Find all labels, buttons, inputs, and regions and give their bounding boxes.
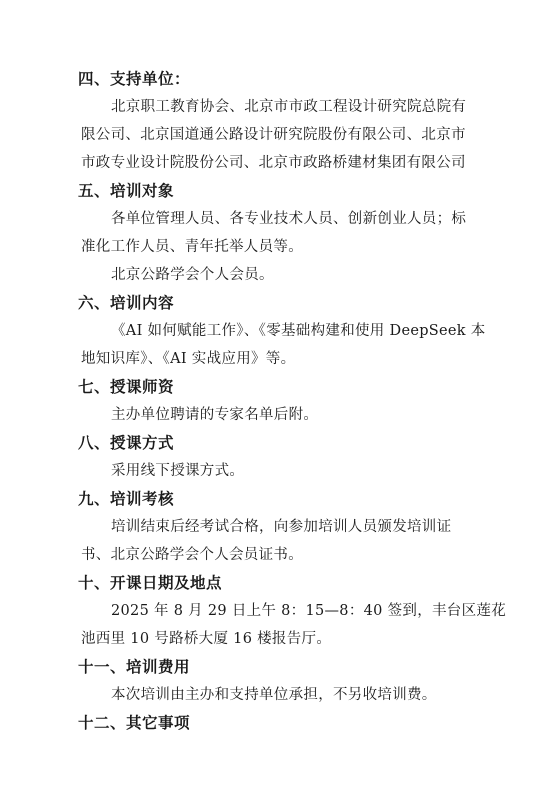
body-line: 《AI 如何赋能工作》、《零基础构建和使用 DeepSeek 本: [111, 323, 486, 339]
body-line: 北京职工教育协会、北京市市政工程设计研究院总院有: [111, 99, 467, 115]
body-line: 北京公路学会个人会员。: [111, 267, 274, 283]
section-heading-support-units: 四、支持单位：: [78, 70, 191, 88]
body-line: 2025 年 8 月 29 日上午 8：15—8：40 签到，丰台区莲花: [111, 603, 506, 619]
body-line: 准化工作人员、青年托举人员等。: [81, 239, 303, 255]
section-heading-training-target: 五、培训对象: [78, 182, 175, 200]
body-line: 采用线下授课方式。: [111, 463, 245, 479]
section-heading-teaching-method: 八、授课方式: [78, 434, 175, 452]
body-line: 本次培训由主办和支持单位承担，不另收培训费。: [111, 687, 437, 703]
body-line: 主办单位聘请的专家名单后附。: [111, 407, 319, 423]
section-heading-date-location: 十、开课日期及地点: [78, 574, 223, 592]
body-line: 培训结束后经考试合格，向参加培训人员颁发培训证: [111, 519, 452, 535]
section-heading-training-content: 六、培训内容: [78, 294, 175, 312]
body-line: 各单位管理人员、各专业技术人员、创新创业人员；标: [111, 211, 467, 227]
section-heading-fees: 十一、培训费用: [78, 658, 191, 676]
body-line: 限公司、北京国道通公路设计研究院股份有限公司、北京市: [81, 127, 466, 143]
body-line: 市政专业设计院股份公司、北京市政路桥建材集团有限公司: [81, 155, 466, 171]
body-line: 地知识库》、《AI 实战应用》等。: [81, 351, 296, 367]
body-line: 池西里 10 号路桥大厦 16 楼报告厅。: [81, 631, 332, 647]
body-line: 书、北京公路学会个人会员证书。: [81, 547, 303, 563]
section-heading-assessment: 九、培训考核: [78, 490, 175, 508]
section-heading-instructors: 七、授课师资: [78, 378, 175, 396]
section-heading-other-matters: 十二、其它事项: [78, 714, 191, 732]
